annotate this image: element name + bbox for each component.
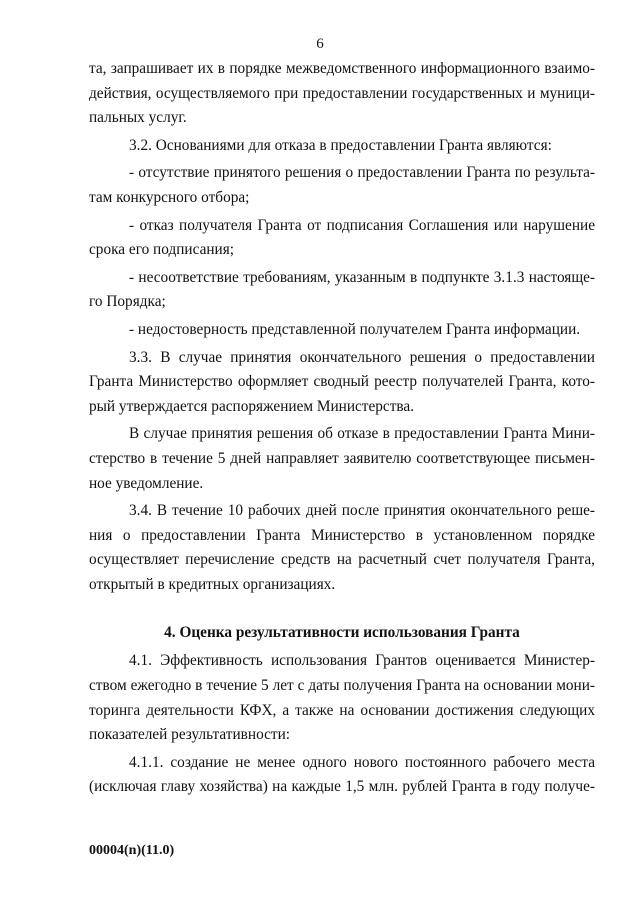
text-line: там конкурсного отбора; xyxy=(89,188,250,206)
text-line: - отсутствие принятого решения о предоставлении Гранта по результа- xyxy=(129,164,595,182)
text-line: го Порядка; xyxy=(89,293,166,311)
text-line: Гранта Министерство оформляет сводный реестр получателей Гранта, кото- xyxy=(89,373,595,391)
text-line: пальных услуг. xyxy=(89,109,187,127)
text-line: ния о предоставлении Гранта Министерство в установленном порядке xyxy=(89,526,595,544)
text-line: - отказ получателя Гранта от подписания Соглашения или нарушение xyxy=(129,216,595,234)
text-line: рый утверждается распоряжением Министерства. xyxy=(89,397,415,415)
clause-3-3: 3.3. В случае принятия окончательного решения о предоставлении xyxy=(129,348,595,366)
text-line: показателей результативности: xyxy=(89,726,291,744)
text-line: стерство в течение 5 дней направляет заявителю соответствующее письмен- xyxy=(89,449,595,467)
text-line: - недостоверность представленной получателем Гранта информации. xyxy=(129,320,581,338)
clause-3-2: 3.2. Основаниями для отказа в предоставлении Гранта являются: xyxy=(129,136,552,154)
text-line: торинга деятельности КФХ, а также на основании достижения следующих xyxy=(89,701,595,719)
text-line: В случае принятия решения об отказе в предоставлении Гранта Мини- xyxy=(129,425,595,443)
section-heading: 4. Оценка результативности использования Гранта xyxy=(164,624,520,642)
clause-3-4: 3.4. В течение 10 рабочих дней после принятия окончательного реше- xyxy=(129,502,595,520)
footer-code: 00004(n)(11.0) xyxy=(89,843,175,858)
text-line: осуществляет перечисление средств на расчетный счет получателя Гранта, xyxy=(89,551,595,569)
text-line: действия, осуществляемого при предоставлении государственных и муници- xyxy=(89,84,595,102)
text-line: (исключая главу хозяйства) на каждые 1,5 млн. рублей Гранта в году получе- xyxy=(89,778,595,796)
page-number: 6 xyxy=(316,36,324,52)
text-line: срока его подписания; xyxy=(89,241,235,259)
document-body xyxy=(89,57,595,800)
text-line: открытый в кредитных организациях. xyxy=(89,575,336,593)
clause-4-1-1: 4.1.1. создание не менее одного нового постоянного рабочего места xyxy=(129,753,595,771)
text-line: ное уведомление. xyxy=(89,474,204,492)
clause-4-1: 4.1. Эффективность использования Грантов оценивается Министер- xyxy=(129,652,595,670)
text-line: ством ежегодно в течение 5 лет с даты получения Гранта на основании мони- xyxy=(89,677,595,695)
text-line: та, запрашивает их в порядке межведомственного информационного взаимо- xyxy=(89,60,595,77)
text-line: - несоответствие требованиям, указанным в подпункте 3.1.3 настояще- xyxy=(129,268,595,286)
